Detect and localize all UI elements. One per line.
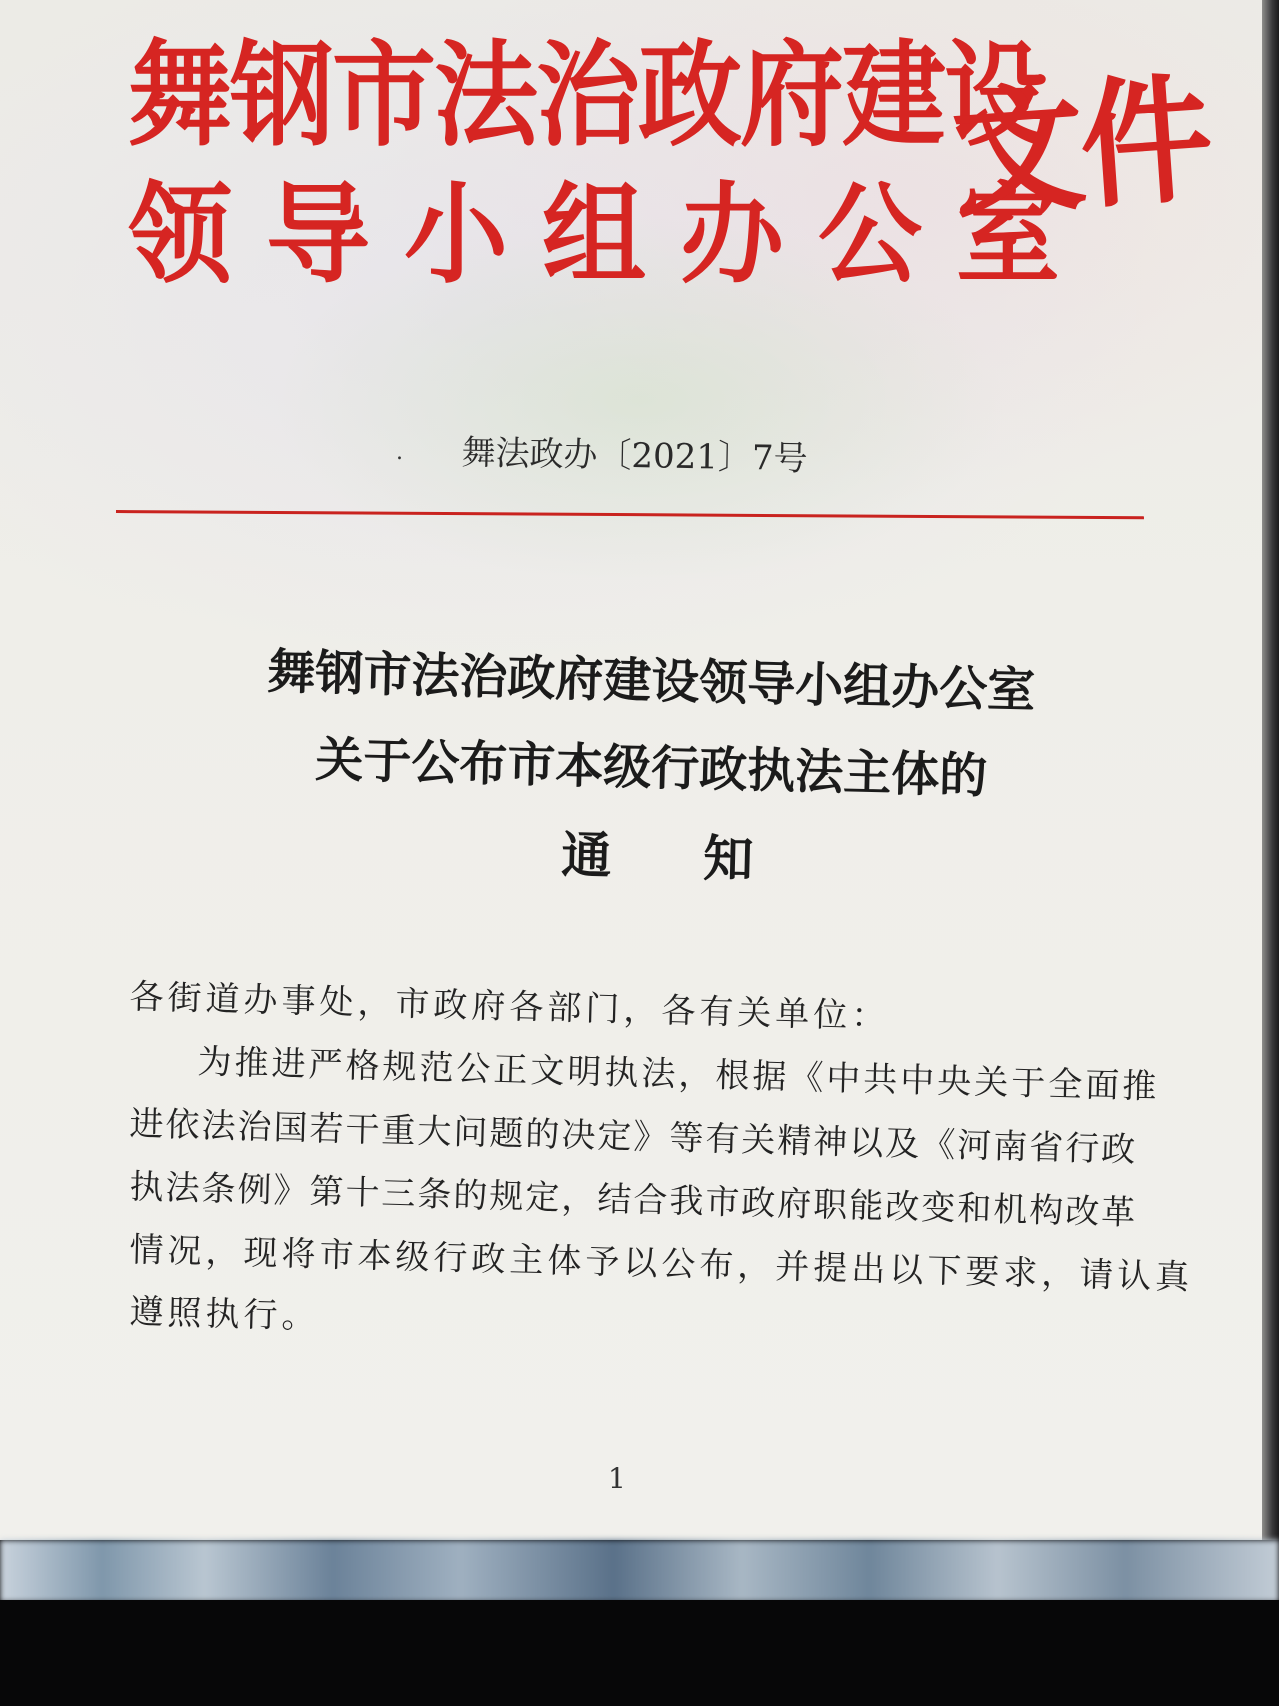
header-suffix: 文件 xyxy=(947,58,1214,238)
red-separator-rule xyxy=(116,510,1144,519)
header-org-line2: 领导小组办公室 xyxy=(128,170,1095,299)
paragraph-line: 遵照执行。 xyxy=(129,1292,321,1337)
document-number: 舞法政办〔2021〕7号 xyxy=(461,432,808,480)
paragraph-line: 执法条例》第十三条的规定，结合我市政府职能改变和机构改革 xyxy=(129,1167,1138,1234)
title-line2: 关于公布市本级行政执法主体的 xyxy=(314,732,988,805)
salutation: 各街道办事处，市政府各部门，各有关单位： xyxy=(129,977,890,1037)
title-line1: 舞钢市法治政府建设领导小组办公室 xyxy=(266,644,1036,719)
header-org-line1: 舞钢市法治政府建设 xyxy=(128,28,1047,163)
doc-number-mark: . xyxy=(396,440,403,465)
screen-bezel xyxy=(0,1600,1279,1706)
page-edge xyxy=(1262,0,1279,1540)
paragraph-line: 为推进严格规范公正文明执法，根据《中共中央关于全面推 xyxy=(197,1042,1160,1108)
page-number: 1 xyxy=(608,1462,626,1495)
taskbar-reflection xyxy=(0,1540,1279,1602)
paragraph-line: 情况，现将市本级行政主体予以公布，并提出以下要求，请认真 xyxy=(129,1230,1194,1298)
title-line3: 通知 xyxy=(560,826,847,891)
paragraph-line: 进依法治国若干重大问题的决定》等有关精神以及《河南省行政 xyxy=(129,1104,1138,1171)
